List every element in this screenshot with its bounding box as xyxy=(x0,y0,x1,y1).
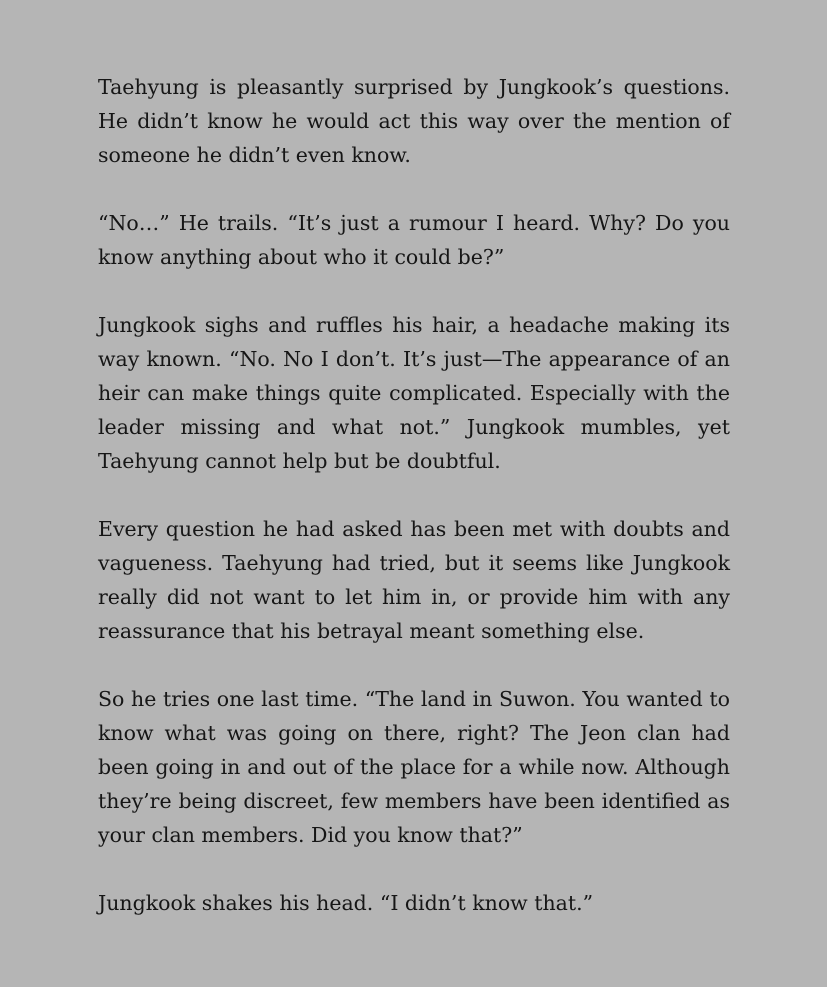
story-text-page xyxy=(98,70,730,920)
paragraph-2: “No…” He trails. “It’s just a rumour I heard. Why? Do you know anything about who it could be?” xyxy=(98,211,730,269)
paragraph-4: Every question he had asked has been met with doubts and vagueness. Taehyung had tried, but it seems like Jungkook really did not want to let him in, or provide him with any reassurance that his betrayal meant something else. xyxy=(98,517,730,643)
paragraph-5: So he tries one last time. “The land in Suwon. You wanted to know what was going on there, right? The Jeon clan had been going in and out of the place for a while now. Although they’re being discreet, few members have been identified as your clan members. Did you know that?” xyxy=(98,687,730,847)
paragraph-1: Taehyung is pleasantly surprised by Jungkook’s questions. He didn’t know he would act this way over the mention of someone he didn’t even know. xyxy=(98,75,730,167)
paragraph-6: Jungkook shakes his head. “I didn’t know that.” xyxy=(98,891,594,915)
paragraph-3: Jungkook sighs and ruffles his hair, a headache making its way known. “No. No I don’t. It’s just—The appearance of an heir can make things quite complicated. Especially with the leader missing and what not.” Jungkook mumbles, yet Taehyung cannot help but be doubtful. xyxy=(98,313,730,473)
